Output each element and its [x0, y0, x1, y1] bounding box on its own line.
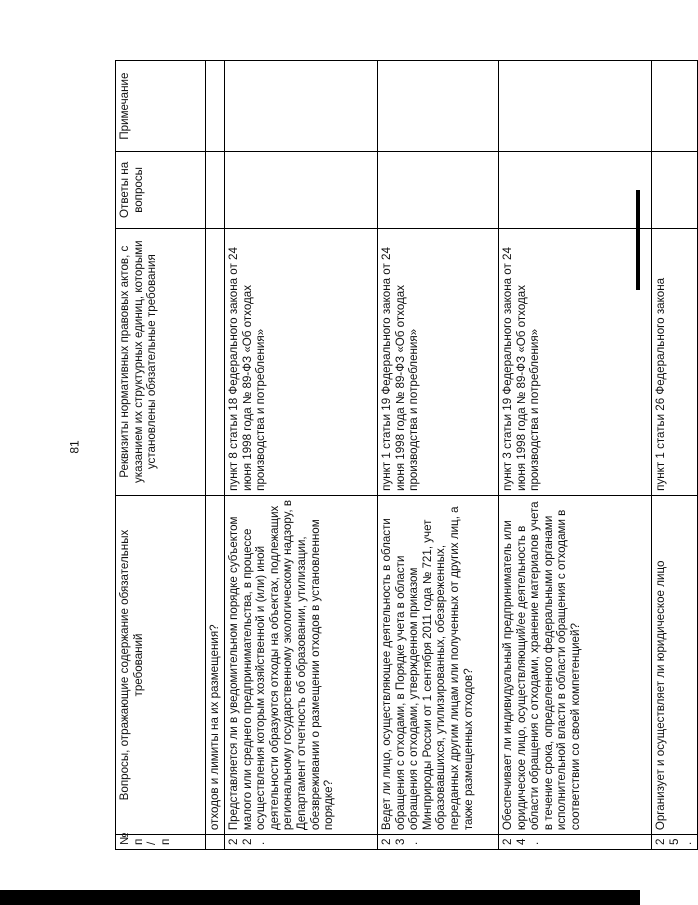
header-num: № п/п [116, 835, 206, 850]
cell-note [378, 61, 499, 152]
cell-note [225, 61, 378, 152]
table-row [652, 61, 698, 850]
cell-question: Ведет ли лицо, осуществляющее деятельность в области обращения с отходами, в Порядке учета в области обращения с отходами, утвержденном приказом Минприроды России от 1 сентября 2011 года № 721, учет образовавшихся, утилизированных, обезвреженных, переданных другим лицам или полученных от других лиц, а также размещенных отходов? [378, 495, 499, 834]
table-row-continuation [206, 61, 225, 850]
cell-question: Организует и осуществляет ли юридическое лицо [652, 495, 698, 834]
cell-requisites [206, 228, 225, 495]
cell-note [206, 61, 225, 152]
header-note: Примечание [116, 61, 206, 152]
cell-question: Обеспечивает ли индивидуальный предприниматель или юридическое лицо, осуществляющий/ее деятельность в области обращения с отходами, хранение материалов учета в течение срока, определенного федеральными органами исполнительной власти в области обращения с отходами в соответствии со своей компетенцией? [499, 495, 652, 834]
header-question: Вопросы, отражающие содержание обязательных требований [116, 495, 206, 834]
cell-num: 23. [378, 835, 499, 850]
table-row [378, 61, 499, 850]
header-requisites: Реквизиты нормативных правовых актов, с указанием их структурных единиц, которыми установлены обязательные требования [116, 228, 206, 495]
cell-requisites: пункт 3 статьи 19 Федерального закона от 24 июня 1998 года № 89-ФЗ «Об отходах производства и потребления» [499, 228, 652, 495]
requirements-table [115, 60, 698, 850]
cell-answer [652, 152, 698, 228]
cell-num [206, 835, 225, 850]
cell-answer [206, 152, 225, 228]
cell-requisites: пункт 1 статьи 19 Федерального закона от 24 июня 1998 года № 89-ФЗ «Об отходах производства и потребления» [378, 228, 499, 495]
table-row [499, 61, 652, 850]
cell-note [652, 61, 698, 152]
cell-question: отходов и лимиты на их размещения? [206, 495, 225, 834]
cell-requisites: пункт 1 статьи 26 Федерального закона [652, 228, 698, 495]
cell-note [499, 61, 652, 152]
cell-num: 25. [652, 835, 698, 850]
cell-question: Представляется ли в уведомительном порядке субъектом малого или среднего предпринимательства, в процессе осуществления которым хозяйственной и (или) иной деятельности образуются отходы на объектах, подлежащих региональному государственному экологическому надзору, в Департамент отчетность об образовании, утилизации, обезвреживании о размещении отходов в установленном порядке? [225, 495, 378, 834]
cell-num: 24. [499, 835, 652, 850]
cell-answer [225, 152, 378, 228]
cell-answer [378, 152, 499, 228]
cell-answer [499, 152, 652, 228]
header-answers: Ответы на вопросы [116, 152, 206, 228]
table-row [225, 61, 378, 850]
header-row [116, 61, 206, 850]
cell-num: 22. [225, 835, 378, 850]
scan-bottom-edge [0, 890, 640, 905]
rotated-table-container [115, 60, 695, 850]
page-number: 81 [67, 440, 82, 454]
scan-edge-mark [636, 190, 640, 290]
cell-requisites: пункт 8 статьи 18 Федерального закона от 24 июня 1998 года № 89-ФЗ «Об отходах производства и потребления» [225, 228, 378, 495]
